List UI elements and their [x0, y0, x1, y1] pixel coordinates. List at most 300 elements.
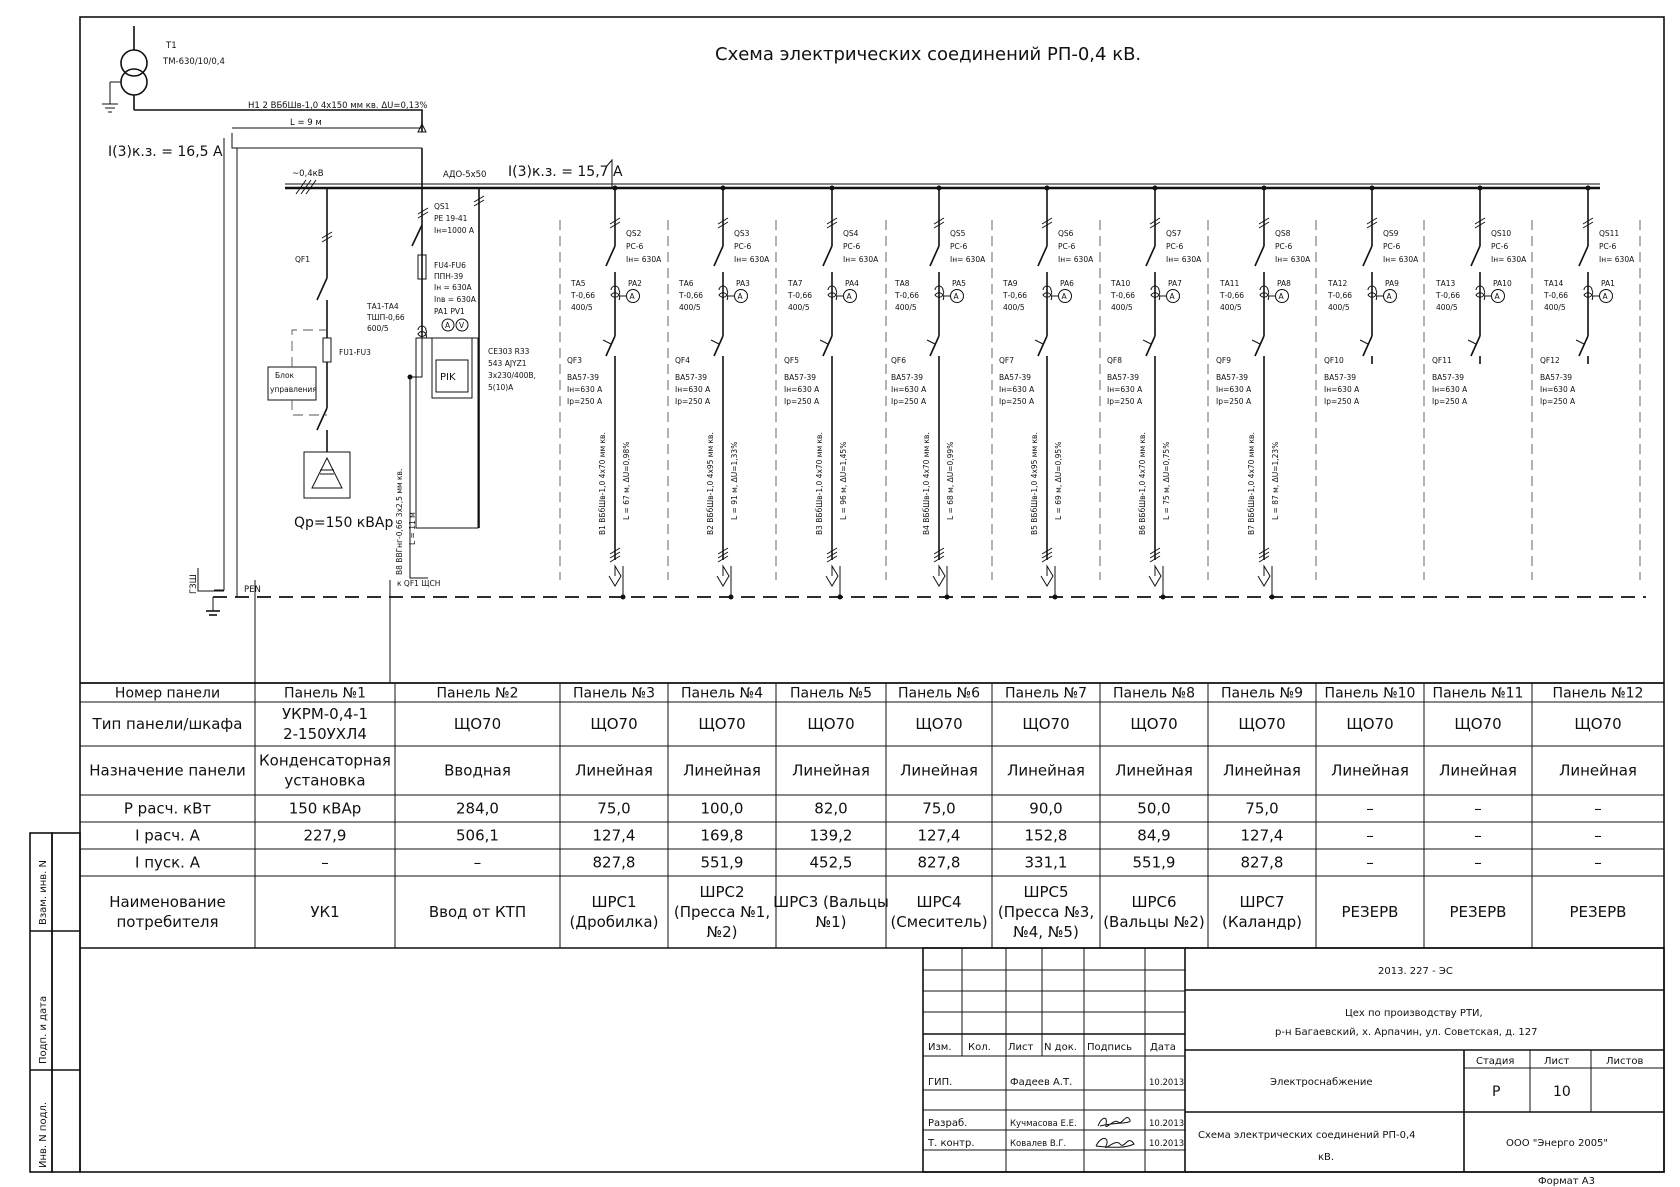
feeder-qf-in: Iн=630 А [999, 385, 1035, 394]
feeder-qf-in: Iн=630 А [1324, 385, 1360, 394]
table-cell-i: 506,1 [456, 826, 499, 845]
table-cell-num: Панель №10 [1324, 685, 1416, 702]
feeder-ta-ratio: 400/5 [1436, 303, 1458, 312]
stamp-ctl-name: Ковалев В.Г. [1010, 1139, 1067, 1149]
table-cell-type: ЩО70 [807, 715, 855, 733]
table-cell-purpose: Линейная [1331, 761, 1409, 780]
table-cell-ip: 827,8 [1240, 853, 1284, 872]
bus-voltage: ~0,4кВ [292, 169, 324, 179]
feeder-ta-ratio: 400/5 [1328, 303, 1350, 312]
fuse-label: FU1-FU3 [339, 348, 371, 357]
feeder-qf-type: ВА57-39 [784, 373, 817, 382]
table-cell-name: ШРС7 (Каландр) [1221, 893, 1303, 931]
table-cell-type: ЩО70 [590, 715, 638, 733]
table-cell-p: 100,0 [700, 799, 744, 818]
table-cell-i: – [1366, 826, 1374, 845]
feeder-qf-in: Iн=630 А [784, 385, 820, 394]
feeder-pa-label: PA2 [628, 279, 642, 288]
stamp-gip-name: Фадеев А.Т. [1010, 1077, 1073, 1088]
feeder-cable-length: L = 87 м, ΔU=1,23% [1271, 441, 1280, 520]
fu46-inv: Inв = 630А [434, 295, 476, 304]
feeder-ta-ratio: 400/5 [679, 303, 701, 312]
feeder-4 [891, 186, 986, 600]
table-cell-i: 84,9 [1137, 826, 1171, 845]
feeder-pa-label: PA1 [1601, 279, 1615, 288]
feeder-qs-type: РС-6 [1491, 242, 1509, 251]
table-cell-name: ШРС2 (Пресса №1, №2) [673, 883, 771, 941]
feeder-qf-label: QF12 [1540, 356, 1560, 365]
feeder-1 [567, 186, 662, 600]
stamp-gip-role: ГИП. [928, 1077, 953, 1088]
feeder-cable-length: L = 96 м, ΔU=1,45% [839, 441, 848, 520]
feeder-pa-label: PA7 [1168, 279, 1182, 288]
feeder-qs-label: QS10 [1491, 229, 1512, 238]
ammeter-letter: A [1386, 292, 1392, 301]
feeder-7 [1216, 186, 1311, 600]
table-cell-ip: – [1366, 853, 1374, 872]
table-cell-purpose: Линейная [1439, 761, 1517, 780]
table-cell-name: Ввод от КТП [428, 903, 527, 921]
feeder-qs-type: РС-6 [843, 242, 861, 251]
feeder-ta-label: ТА9 [1003, 279, 1018, 288]
fu46-type: ППН-39 [434, 272, 464, 281]
feeder-qs-type: РС-6 [1058, 242, 1076, 251]
feeder-qf-ir: Iр=250 А [1432, 397, 1468, 406]
feeder-ta-ratio: 400/5 [895, 303, 917, 312]
table-cell-type: ЩО70 [1574, 715, 1622, 733]
feeder-qs-type: РС-6 [734, 242, 752, 251]
table-cell-ip: – [1594, 853, 1602, 872]
ammeter-letter: A [846, 292, 852, 301]
table-cell-num: Панель №3 [573, 685, 655, 702]
feeder-length-label: L = 9 м [290, 118, 322, 128]
stamp-object-1: Цех по производству РТИ, [1345, 1008, 1483, 1019]
stamp-sheet-title-2: кВ. [1318, 1152, 1335, 1163]
table-cell-type: ЩО70 [1454, 715, 1502, 733]
feeder-qs-rating: Iн= 630А [1275, 255, 1311, 264]
feeder-3 [784, 186, 879, 600]
pen-label: PEN [244, 585, 261, 595]
feeder-5 [999, 186, 1094, 600]
qs1-type: РЕ 19-41 [434, 214, 468, 223]
feeder-qs-type: РС-6 [1166, 242, 1184, 251]
title-block [923, 948, 1664, 1187]
feeder-qf-type: ВА57-39 [1432, 373, 1465, 382]
feeder-qf-label: QF11 [1432, 356, 1452, 365]
feeder-qf-in: Iн=630 А [567, 385, 603, 394]
table-cell-ip: 452,5 [809, 853, 853, 872]
table-cell-num: Панель №4 [681, 685, 763, 702]
feeder-qs-label: QS6 [1058, 229, 1074, 238]
table-cell-purpose: Линейная [683, 761, 761, 780]
feeder-qf-ir: Iр=250 А [1324, 397, 1360, 406]
stamp-section: Электроснабжение [1270, 1077, 1373, 1088]
feeder-cable-label: В6 ВБбШв-1,0 4х70 мм кв. [1138, 432, 1147, 535]
table-cell-num: Панель №11 [1432, 685, 1524, 702]
feeder-qf-label: QF4 [675, 356, 690, 365]
transformer-t1 [102, 26, 225, 112]
table-cell-purpose: Линейная [1559, 761, 1637, 780]
table-cell-num: Панель №7 [1005, 685, 1087, 702]
feeder-qs-type: РС-6 [1383, 242, 1401, 251]
feeder-cable-length: L = 75 м, ΔU=0,75% [1162, 441, 1171, 520]
transformer-type: ТМ-630/10/0,4 [163, 57, 225, 67]
side-stamp [30, 833, 80, 1172]
ammeter-letter: A [1061, 292, 1067, 301]
table-cell-num: Панель №2 [436, 685, 519, 702]
feeder-qf-label: QF8 [1107, 356, 1122, 365]
feeder-ta-type: Т-0,66 [1328, 291, 1352, 300]
stamp-sheet: 10 [1553, 1084, 1571, 1100]
feeder-qs-label: QS2 [626, 229, 642, 238]
control-block-label-1: Блок [275, 371, 295, 380]
table-cell-p: 284,0 [456, 799, 499, 818]
table-cell-type: ЩО70 [1346, 715, 1394, 733]
feeder-cable-label: В2 ВБбШв-1,0 4х95 мм кв. [706, 432, 715, 535]
fu46-meters: PA1 PV1 [434, 307, 465, 316]
stamp-code: 2013. 227 - ЭС [1378, 966, 1453, 977]
table-cell-name: ШРС4 (Смеситель) [890, 893, 988, 931]
table-cell-i: – [1474, 826, 1482, 845]
feeder-qf-ir: Iр=250 А [675, 397, 711, 406]
side-label-inv: Инв. N подл. [38, 1101, 49, 1168]
feeder-ta-type: Т-0,66 [1111, 291, 1135, 300]
table-cell-ip: 331,1 [1024, 853, 1068, 872]
feeder-ta-type: Т-0,66 [895, 291, 919, 300]
feeder-cable-label: В7 ВБбШв-1,0 4х70 мм кв. [1247, 432, 1256, 535]
feeder-ta-type: Т-0,66 [571, 291, 595, 300]
feeder-ta-label: ТА7 [788, 279, 803, 288]
table-cell-name: ШРС6 (Вальцы №2) [1103, 893, 1205, 931]
feeder-qf-in: Iн=630 А [1216, 385, 1252, 394]
table-cell-name: РЕЗЕРВ [1449, 903, 1507, 921]
feeder-cable-label: Н1 2 ВБбШв-1,0 4х150 мм кв. ΔU=0,13% [248, 101, 428, 111]
feeder-ta-type: Т-0,66 [1544, 291, 1568, 300]
signature-dev [1098, 1117, 1130, 1126]
isc-main: I(3)к.з. = 16,5 А [108, 144, 223, 160]
stamp-hdr-doc: N док. [1044, 1042, 1077, 1053]
feeder-ta-label: ТА10 [1111, 279, 1131, 288]
feeder-ta-type: Т-0,66 [1220, 291, 1244, 300]
stamp-ctl-date: 10.2013 [1149, 1139, 1185, 1149]
table-cell-num: Панель №6 [898, 685, 980, 702]
table-cell-i: 127,4 [1240, 826, 1284, 845]
table-cell-purpose: Линейная [900, 761, 978, 780]
feeder-qf-ir: Iр=250 А [1107, 397, 1143, 406]
feeder-qs-rating: Iн= 630А [950, 255, 986, 264]
table-cell-ip: 551,9 [1132, 853, 1176, 872]
table-cell-i: 227,9 [303, 826, 347, 845]
earth-bracket-2 [214, 138, 224, 590]
table-cell-type: ЩО70 [1238, 715, 1286, 733]
feeder-ta-label: ТА5 [571, 279, 586, 288]
control-block-label-2: управления [270, 385, 317, 394]
capacitor-label: Qр=150 кВАр [294, 515, 394, 531]
feeder-qf-type: ВА57-39 [1107, 373, 1140, 382]
meter-line-4: 5(10)А [488, 383, 514, 392]
feeder-ta-label: ТА11 [1220, 279, 1240, 288]
feeder-qf-label: QF7 [999, 356, 1014, 365]
table-cell-i: 139,2 [809, 826, 853, 845]
table-cell-i: 127,4 [592, 826, 636, 845]
feeder-ta-type: Т-0,66 [1436, 291, 1460, 300]
table-cell-purpose: Конденсаторная установка [259, 751, 391, 790]
table-cell-name: РЕЗЕРВ [1569, 903, 1627, 921]
feeder-bracket [232, 133, 422, 148]
feeder-qf-ir: Iр=250 А [891, 397, 927, 406]
stamp-sheet-hdr: Лист [1544, 1056, 1570, 1067]
feeder-2 [675, 186, 770, 600]
feeder-qs-rating: Iн= 630А [1383, 255, 1419, 264]
stamp-hdr-sign: Подпись [1087, 1042, 1132, 1053]
feeder-qs-rating: Iн= 630А [734, 255, 770, 264]
ammeter-letter: A [1278, 292, 1284, 301]
stamp-dev-role: Разраб. [928, 1118, 968, 1129]
feeder-6 [1107, 186, 1202, 600]
feeder-qf-type: ВА57-39 [999, 373, 1032, 382]
gzsh-label: ГЗШ [189, 574, 199, 594]
feeder-qf-type: ВА57-39 [1324, 373, 1357, 382]
input-panel-frame [416, 338, 478, 528]
feeder-qs-rating: Iн= 630А [1166, 255, 1202, 264]
feeder-ta-type: Т-0,66 [679, 291, 703, 300]
table-cell-ip: 827,8 [592, 853, 636, 872]
panel2-circuit [366, 148, 536, 683]
table-cell-purpose: Вводная [444, 761, 511, 780]
feeder-qs-label: QS9 [1383, 229, 1399, 238]
pa1-symbol: A [445, 321, 451, 330]
feeder-qs-label: QS11 [1599, 229, 1620, 238]
stamp-dev-date: 10.2013 [1149, 1119, 1185, 1129]
feeder-qs-rating: Iн= 630А [843, 255, 879, 264]
feeder-cable-length: L = 68 м, ΔU=0,99% [946, 441, 955, 520]
feeder-cable-label: В4 ВБбШв-1,0 4х70 мм кв. [922, 432, 931, 535]
table-row-label: Тип панели/шкафа [92, 715, 243, 733]
feeder-pa-label: PA4 [845, 279, 859, 288]
table-cell-p: 75,0 [1245, 799, 1279, 818]
feeder-cable-label: В1 ВБбШв-1,0 4х70 мм кв. [598, 432, 607, 535]
table-cell-p: – [1366, 799, 1374, 818]
table-cell-type: ЩО70 [915, 715, 963, 733]
feeder-pa-label: PA8 [1277, 279, 1291, 288]
feeder-ta-ratio: 400/5 [1003, 303, 1025, 312]
feeder-qf-type: ВА57-39 [567, 373, 600, 382]
meter-line-2: 543 AJYZ1 [488, 359, 527, 368]
table-cell-ip: – [321, 853, 329, 872]
stamp-format: Формат А3 [1538, 1176, 1595, 1187]
meter-line-3: 3х230/400В, [488, 371, 536, 380]
table-cell-type: ЩО70 [453, 715, 502, 733]
stamp-hdr-list: Лист [1008, 1042, 1034, 1053]
table-row-label: Номер панели [114, 685, 221, 702]
pv1-symbol: V [459, 321, 465, 330]
feeder-qf-label: QF6 [891, 356, 906, 365]
table-cell-num: Панель №1 [284, 685, 366, 702]
ammeter-letter: A [1494, 292, 1500, 301]
feeder-qs-label: QS3 [734, 229, 750, 238]
feeder-qs-label: QS5 [950, 229, 966, 238]
table-cell-i: 152,8 [1024, 826, 1068, 845]
feeder-qs-label: QS8 [1275, 229, 1291, 238]
feeder-pa-label: PA10 [1493, 279, 1512, 288]
feeder-cable-length: L = 67 м, ΔU=0,98% [622, 441, 631, 520]
feeder-qf-label: QF5 [784, 356, 799, 365]
feeder-qf-type: ВА57-39 [1540, 373, 1573, 382]
feeder-qf-ir: Iр=250 А [784, 397, 820, 406]
table-cell-p: 82,0 [814, 799, 848, 818]
feeder-ta-type: Т-0,66 [788, 291, 812, 300]
aux-destination: к QF1 ЩСН [397, 579, 441, 588]
ammeter-letter: A [629, 292, 635, 301]
table-cell-purpose: Линейная [575, 761, 653, 780]
feeder-ta-type: Т-0,66 [1003, 291, 1027, 300]
feeder-cable-label: В5 ВБбШв-1,0 4х95 мм кв. [1030, 432, 1039, 535]
meter-box-label: PIK [440, 372, 456, 383]
ammeter-letter: A [737, 292, 743, 301]
stamp-hdr-kol: Кол. [968, 1042, 991, 1053]
table-cell-ip: – [473, 853, 482, 872]
feeder-cable-line [134, 110, 422, 132]
table-cell-p: 50,0 [1137, 799, 1171, 818]
feeder-qf-in: Iн=630 А [891, 385, 927, 394]
side-label-sign: Подп. и дата [38, 995, 49, 1064]
feeder-panels [560, 186, 1640, 600]
feeder-qf-ir: Iр=250 А [1540, 397, 1576, 406]
panel-table [80, 683, 1664, 948]
feeder-qs-type: РС-6 [626, 242, 644, 251]
feeder-qf-label: QF9 [1216, 356, 1231, 365]
side-label-replace: Взам. инв. N [38, 860, 49, 925]
table-cell-i: – [1594, 826, 1602, 845]
fu46-label: FU4-FU6 [434, 261, 466, 270]
feeder-qs-type: РС-6 [1275, 242, 1293, 251]
ground-symbol [198, 568, 224, 615]
stamp-stage: Р [1492, 1084, 1501, 1100]
feeder-qs-rating: Iн= 630А [1058, 255, 1094, 264]
table-cell-ip: – [1474, 853, 1482, 872]
feeder-pa-label: PA3 [736, 279, 750, 288]
feeder-qf-ir: Iр=250 А [999, 397, 1035, 406]
feeder-9 [1432, 186, 1527, 407]
table-cell-p: – [1474, 799, 1482, 818]
feeder-qf-type: ВА57-39 [675, 373, 708, 382]
transformer-name: T1 [166, 41, 177, 51]
stamp-gip-date: 10.2013 [1149, 1078, 1185, 1088]
table-cell-name: ШРС3 (Вальцы №1) [773, 893, 889, 931]
stamp-hdr-izm: Изм. [928, 1042, 952, 1053]
outer-frame [80, 17, 1664, 1172]
feeder-ta-label: ТА6 [679, 279, 694, 288]
feeder-qf-in: Iн=630 А [675, 385, 711, 394]
table-cell-name: ШРС1 (Дробилка) [569, 893, 659, 931]
table-row-label: Р расч. кВт [123, 799, 212, 818]
table-row-label: Наименование потребителя [109, 893, 226, 931]
signature-ctl [1096, 1138, 1134, 1147]
feeder-qf-type: ВА57-39 [1216, 373, 1249, 382]
feeder-ta-ratio: 400/5 [788, 303, 810, 312]
feeder-ta-label: ТА12 [1328, 279, 1348, 288]
stamp-stage-hdr: Стадия [1476, 1056, 1515, 1067]
feeder-qs-rating: Iн= 630А [626, 255, 662, 264]
feeder-qs-type: РС-6 [950, 242, 968, 251]
feeder-ta-ratio: 400/5 [1544, 303, 1566, 312]
isc-bus: I(3)к.з. = 15,7 А [508, 164, 623, 180]
table-cell-name: УК1 [310, 903, 340, 921]
feeder-qf-in: Iн=630 А [1107, 385, 1143, 394]
feeder-qf-in: Iн=630 А [1540, 385, 1576, 394]
feeder-qf-ir: Iр=250 А [567, 397, 603, 406]
table-cell-purpose: Линейная [1007, 761, 1085, 780]
feeder-qs-rating: Iн= 630А [1491, 255, 1527, 264]
qs1-rating: Iн=1000 А [434, 226, 475, 235]
table-cell-p: – [1594, 799, 1602, 818]
aux-length: L = 11 м [408, 512, 417, 545]
feeder-10 [1540, 186, 1635, 407]
ammeter-letter: A [1169, 292, 1175, 301]
feeder-cable-length: L = 91 м, ΔU=1,33% [730, 441, 739, 520]
table-cell-ip: 551,9 [700, 853, 744, 872]
table-cell-num: Панель №5 [790, 685, 872, 702]
table-cell-purpose: Линейная [1115, 761, 1193, 780]
feeder-8 [1324, 186, 1419, 407]
table-cell-ip: 827,8 [917, 853, 961, 872]
qf1-label: QF1 [295, 255, 310, 264]
feeder-qs-type: РС-6 [1599, 242, 1617, 251]
stamp-ctl-role: Т. контр. [928, 1138, 975, 1149]
table-cell-p: 75,0 [597, 799, 631, 818]
feeder-qf-type: ВА57-39 [891, 373, 924, 382]
table-row-label: I пуск. А [135, 853, 200, 872]
panel1-circuit [268, 188, 393, 531]
feeder-ta-ratio: 400/5 [1220, 303, 1242, 312]
feeder-qs-label: QS4 [843, 229, 859, 238]
aux-cable: В8 ВВГнг-0,66 3х2,5 мм кв. [395, 468, 404, 575]
feeder-pa-label: PA6 [1060, 279, 1074, 288]
table-cell-i: 169,8 [700, 826, 744, 845]
table-cell-type: ЩО70 [698, 715, 746, 733]
table-cell-name: ШРС5 (Пресса №3, №4, №5) [997, 883, 1095, 941]
table-cell-p: 75,0 [922, 799, 956, 818]
ta14-ratio: 600/5 [367, 324, 389, 333]
ta14-label: ТА1-ТА4 [367, 302, 399, 311]
feeder-ta-label: ТА13 [1436, 279, 1456, 288]
fu46-in: Iн = 630А [434, 283, 472, 292]
table-cell-type: УКРМ-0,4-1 2-150УХЛ4 [281, 705, 369, 743]
stamp-sheets-hdr: Листов [1606, 1056, 1644, 1067]
feeder-qs-label: QS7 [1166, 229, 1182, 238]
table-cell-i: 127,4 [917, 826, 961, 845]
feeder-qs-rating: Iн= 630А [1599, 255, 1635, 264]
feeder-cable-length: L = 69 м, ΔU=0,95% [1054, 441, 1063, 520]
stamp-sheet-title-1: Схема электрических соединений РП-0,4 [1198, 1130, 1416, 1141]
diagram-title: Схема электрических соединений РП-0,4 кВ. [715, 44, 1142, 65]
table-cell-p: 150 кВАр [288, 799, 362, 818]
table-cell-num: Панель №9 [1221, 685, 1303, 702]
table-cell-type: ЩО70 [1022, 715, 1070, 733]
feeder-ta-ratio: 400/5 [571, 303, 593, 312]
table-cell-type: ЩО70 [1130, 715, 1178, 733]
stamp-object-2: р-н Багаевский, х. Арпачин, ул. Советская, д. 127 [1275, 1027, 1538, 1038]
table-row-label: I расч. А [135, 826, 200, 845]
feeder-qf-in: Iн=630 А [1432, 385, 1468, 394]
table-cell-p: 90,0 [1029, 799, 1063, 818]
feeder-cable-label: В3 ВБбШв-1,0 4х70 мм кв. [815, 432, 824, 535]
feeder-qf-label: QF10 [1324, 356, 1344, 365]
table-cell-purpose: Линейная [1223, 761, 1301, 780]
table-cell-purpose: Линейная [792, 761, 870, 780]
ammeter-letter: A [1602, 292, 1608, 301]
table-cell-num: Панель №8 [1113, 685, 1195, 702]
